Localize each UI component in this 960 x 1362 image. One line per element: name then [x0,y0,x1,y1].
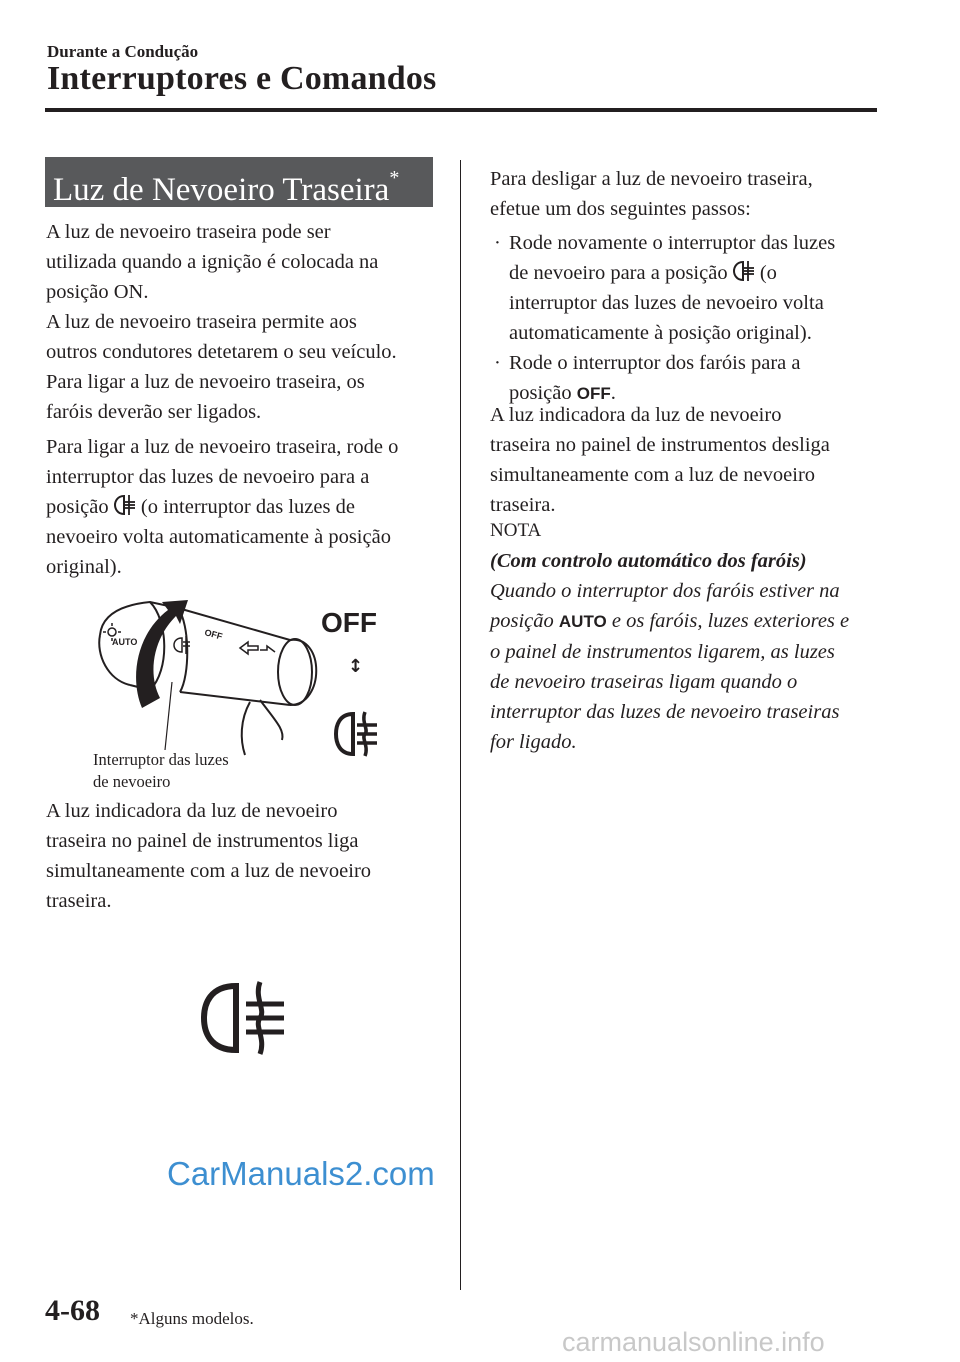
figure-caption [93,749,229,793]
text-line: de nevoeiro traseiras ligam quando o [490,671,798,693]
switch-stalk-drawing [99,602,316,755]
auto-symbol: AUTO [558,612,607,631]
text-line: Rode o interruptor dos faróis para a [509,352,801,374]
section-heading [45,157,433,207]
text-line: nevoeiro volta automaticamente à posição [46,526,391,548]
text-line: interruptor das luzes de nevoeiro volta [509,292,824,314]
text-line: utilizada quando a ignição é colocada na [46,251,379,273]
section-title: Luz de Nevoeiro Traseira [53,172,390,208]
text-line: posição ON. [46,281,149,303]
text-fragment: posição [509,382,577,404]
bullet-glyph: · [494,232,501,254]
text-line: efetue um dos seguintes passos: [490,198,751,220]
bullet-glyph: · [494,352,501,374]
right-intro [490,164,890,224]
title-rule [45,108,877,112]
text-line [46,492,446,522]
nota-heading: (Com controlo automático dos faróis) [490,550,807,572]
steps-list [490,228,890,409]
footnote-marker: * [389,167,400,189]
page-number: 4-68 [45,1294,100,1327]
text-line [509,258,890,288]
text-line: traseira no painel de instrumentos liga [46,830,359,852]
text-line: automaticamente à posição original). [509,322,812,344]
text-line [490,606,900,637]
left-paragraph-1 [46,217,446,427]
text-line: simultaneamente com a luz de nevoeiro [490,464,816,486]
text-fragment: de nevoeiro para a posição [509,262,733,284]
off-symbol: OFF [576,384,611,403]
text-line: A luz indicadora da luz de nevoeiro [490,404,782,426]
text-fragment: e os faróis, luzes exteriores e [606,610,850,632]
right-paragraph [490,400,890,520]
text-fragment: . [610,382,616,404]
breadcrumb: Durante a Condução [47,42,199,61]
footnote: *Alguns modelos. [130,1309,254,1328]
text-line: simultaneamente com a luz de nevoeiro [46,860,372,882]
text-fragment: posição [46,496,114,518]
turn-signal-arrows-icon [240,642,275,654]
text-line: faróis deverão ser ligados. [46,401,262,423]
watermark-link[interactable]: CarManuals2.com [167,1155,435,1192]
text-line: A luz de nevoeiro traseira permite aos [46,311,357,333]
text-line: Rode novamente o interruptor das luzes [509,232,836,254]
switch-mark-auto: AUTO [112,637,138,647]
page-title: Interruptores e Comandos [47,60,437,97]
nota-label: NOTA [490,520,542,541]
text-line: traseira. [490,494,556,516]
caption-line: Interruptor das luzes [93,750,229,769]
off-position-label: OFF [321,607,377,638]
text-line: Para ligar a luz de nevoeiro traseira, os [46,371,365,393]
caption-leader-line [165,682,172,750]
caption-line: de nevoeiro [93,772,171,791]
rear-fog-indicator-icon [198,980,288,1056]
text-line: for ligado. [490,731,577,753]
text-line: interruptor das luzes de nevoeiro traseiras [490,701,840,723]
switch-labels [112,627,224,647]
text-line: A luz de nevoeiro traseira pode ser [46,221,331,243]
list-item [490,228,890,348]
left-paragraph-3 [46,796,446,916]
rear-fog-position-icon [333,710,381,758]
left-paragraph-2 [46,432,446,582]
text-fragment: (o [754,262,777,284]
position-arrow: ↕ [348,656,364,677]
text-line: o painel de instrumentos ligarem, as luzes [490,641,835,663]
text-line: A luz indicadora da luz de nevoeiro [46,800,338,822]
switch-mark-off: OFF [203,627,224,642]
text-line: Quando o interruptor dos faróis estiver na [490,580,840,602]
text-line: Para desligar a luz de nevoeiro traseira, [490,168,813,190]
text-fragment: posição [490,610,559,632]
text-line: outros condutores detetarem o seu veículo. [46,341,397,363]
text-line: original). [46,556,122,578]
rear-fog-inline-icon [114,494,136,516]
footer-site-link[interactable]: carmanualsonline.info [562,1327,825,1357]
text-line: traseira no painel de instrumentos desliga [490,434,830,456]
column-divider [460,160,461,1290]
text-line: interruptor das luzes de nevoeiro para a [46,466,370,488]
nota-block [490,516,900,757]
text-line: traseira. [46,890,112,912]
text-line: Para ligar a luz de nevoeiro traseira, rode o [46,436,399,458]
rear-fog-inline-icon [733,260,755,282]
text-fragment: (o interruptor das luzes de [135,496,355,518]
